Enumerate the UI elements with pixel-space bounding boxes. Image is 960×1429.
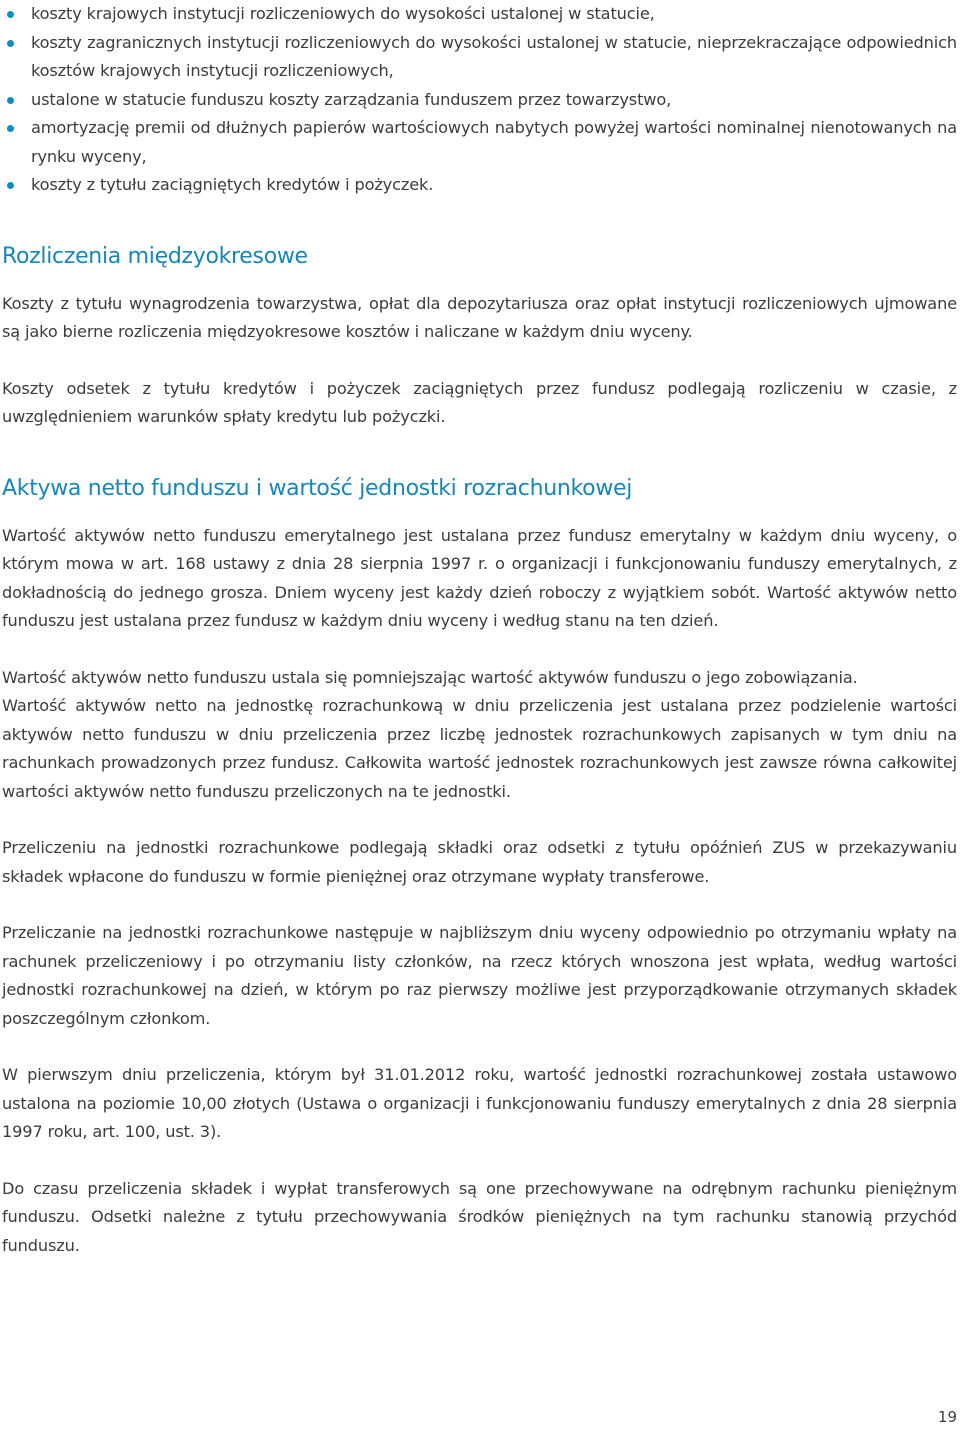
paragraph: Wartość aktywów netto funduszu ustala się pomniejszając wartość aktywów funduszu o jego zobowiązania.	[2, 667, 858, 687]
page-content	[2, 0, 957, 1260]
paragraph: Przeliczanie na jednostki rozrachunkowe następuje w najbliższym dniu wyceny odpowiednio po otrzymaniu wpłaty na rachunek przeliczeniowy i po otrzymaniu listy członków, na rzecz których wnoszona jest wpłata, według wartości jednostki rozrachunkowej na dzień, w którym po raz pierwszy możliwe jest przyporządkowanie otrzymanych składek poszczególnym członkom.	[2, 923, 957, 1028]
section-heading-aktywa-netto: Aktywa netto funduszu i wartość jednostki rozrachunkowej	[2, 475, 633, 501]
paragraph: Wartość aktywów netto na jednostkę rozrachunkową w dniu przeliczenia jest ustalana przez podzielenie wartości aktywów netto funduszu w dniu przeliczenia przez liczbę jednostek rozrachunkowych zapisanych w tym dniu na rachunkach prowadzonych przez fundusz. Całkowita wartość jednostek rozrachunkowych jest zawsze równa całkowitej wartości aktywów netto funduszu przeliczonych na te jednostki.	[2, 696, 957, 801]
bullet-dot-icon	[7, 40, 14, 47]
section-heading-rozliczenia: Rozliczenia międzyokresowe	[2, 243, 308, 269]
bullet-dot-icon	[7, 11, 14, 18]
list-item	[2, 114, 957, 171]
paragraph: Koszty z tytułu wynagrodzenia towarzystwa, opłat dla depozytariusza oraz opłat instytucji rozliczeniowych ujmowane są jako bierne rozliczenia międzyokresowe kosztów i naliczane w każdym dniu wyceny.	[2, 293, 957, 341]
paragraph: Koszty odsetek z tytułu kredytów i pożyczek zaciągniętych przez fundusz podlegają rozliczeniu w czasie, z uwzględnieniem warunków spłaty kredytu lub pożyczki.	[2, 378, 957, 426]
list-item-text: ustalone w statucie funduszu koszty zarządzania funduszem przez towarzystwo,	[31, 89, 672, 109]
paragraph: Wartość aktywów netto funduszu emerytalnego jest ustalana przez fundusz emerytalny w każdym dniu wyceny, o którym mowa w art. 168 ustawy z dnia 28 sierpnia 1997 r. o organizacji i funkcjonowaniu funduszy emerytalnych, z dokładnością do jednego grosza. Dniem wyceny jest każdy dzień roboczy z wyjątkiem sobót. Wartość aktywów netto funduszu jest ustalana przez fundusz w każdym dniu wyceny i według stanu na ten dzień.	[2, 525, 957, 630]
list-item	[2, 86, 957, 115]
list-item-text: amortyzację premii od dłużnych papierów wartościowych nabytych powyżej wartości nominalnej nienotowanych na rynku wyceny,	[31, 118, 957, 166]
list-item	[2, 171, 957, 200]
cost-bullet-list	[2, 0, 957, 200]
paragraph: Do czasu przeliczenia składek i wypłat transferowych są one przechowywane na odrębnym rachunku pieniężnym funduszu. Odsetki należne z tytułu przechowywania środków pieniężnych na tym rachunku stanowią przychód funduszu.	[2, 1178, 957, 1255]
paragraph: Przeliczeniu na jednostki rozrachunkowe podlegają składki oraz odsetki z tytułu opóźnień ZUS w przekazywaniu składek wpłacone do funduszu w formie pieniężnej oraz otrzymane wypłaty transferowe.	[2, 838, 957, 886]
list-item	[2, 29, 957, 86]
list-item-text: koszty krajowych instytucji rozliczeniowych do wysokości ustalonej w statucie,	[31, 4, 655, 23]
list-item	[2, 0, 957, 29]
list-item-text: koszty z tytułu zaciągniętych kredytów i pożyczek.	[31, 175, 434, 194]
bullet-dot-icon	[7, 125, 14, 132]
bullet-dot-icon	[7, 182, 14, 189]
list-item-text: koszty zagranicznych instytucji rozliczeniowych do wysokości ustalonej w statucie, nieprzekraczające odpowiednich kosztów krajowych instytucji rozliczeniowych,	[31, 32, 957, 80]
page-number: 19	[937, 1408, 957, 1426]
paragraph: W pierwszym dniu przeliczenia, którym był 31.01.2012 roku, wartość jednostki rozrachunkowej została ustawowo ustalona na poziomie 10,00 złotych (Ustawa o organizacji i funkcjonowaniu funduszy emerytalnych z dnia 28 sierpnia 1997 roku, art. 100, ust. 3).	[2, 1065, 957, 1141]
bullet-dot-icon	[7, 97, 14, 104]
